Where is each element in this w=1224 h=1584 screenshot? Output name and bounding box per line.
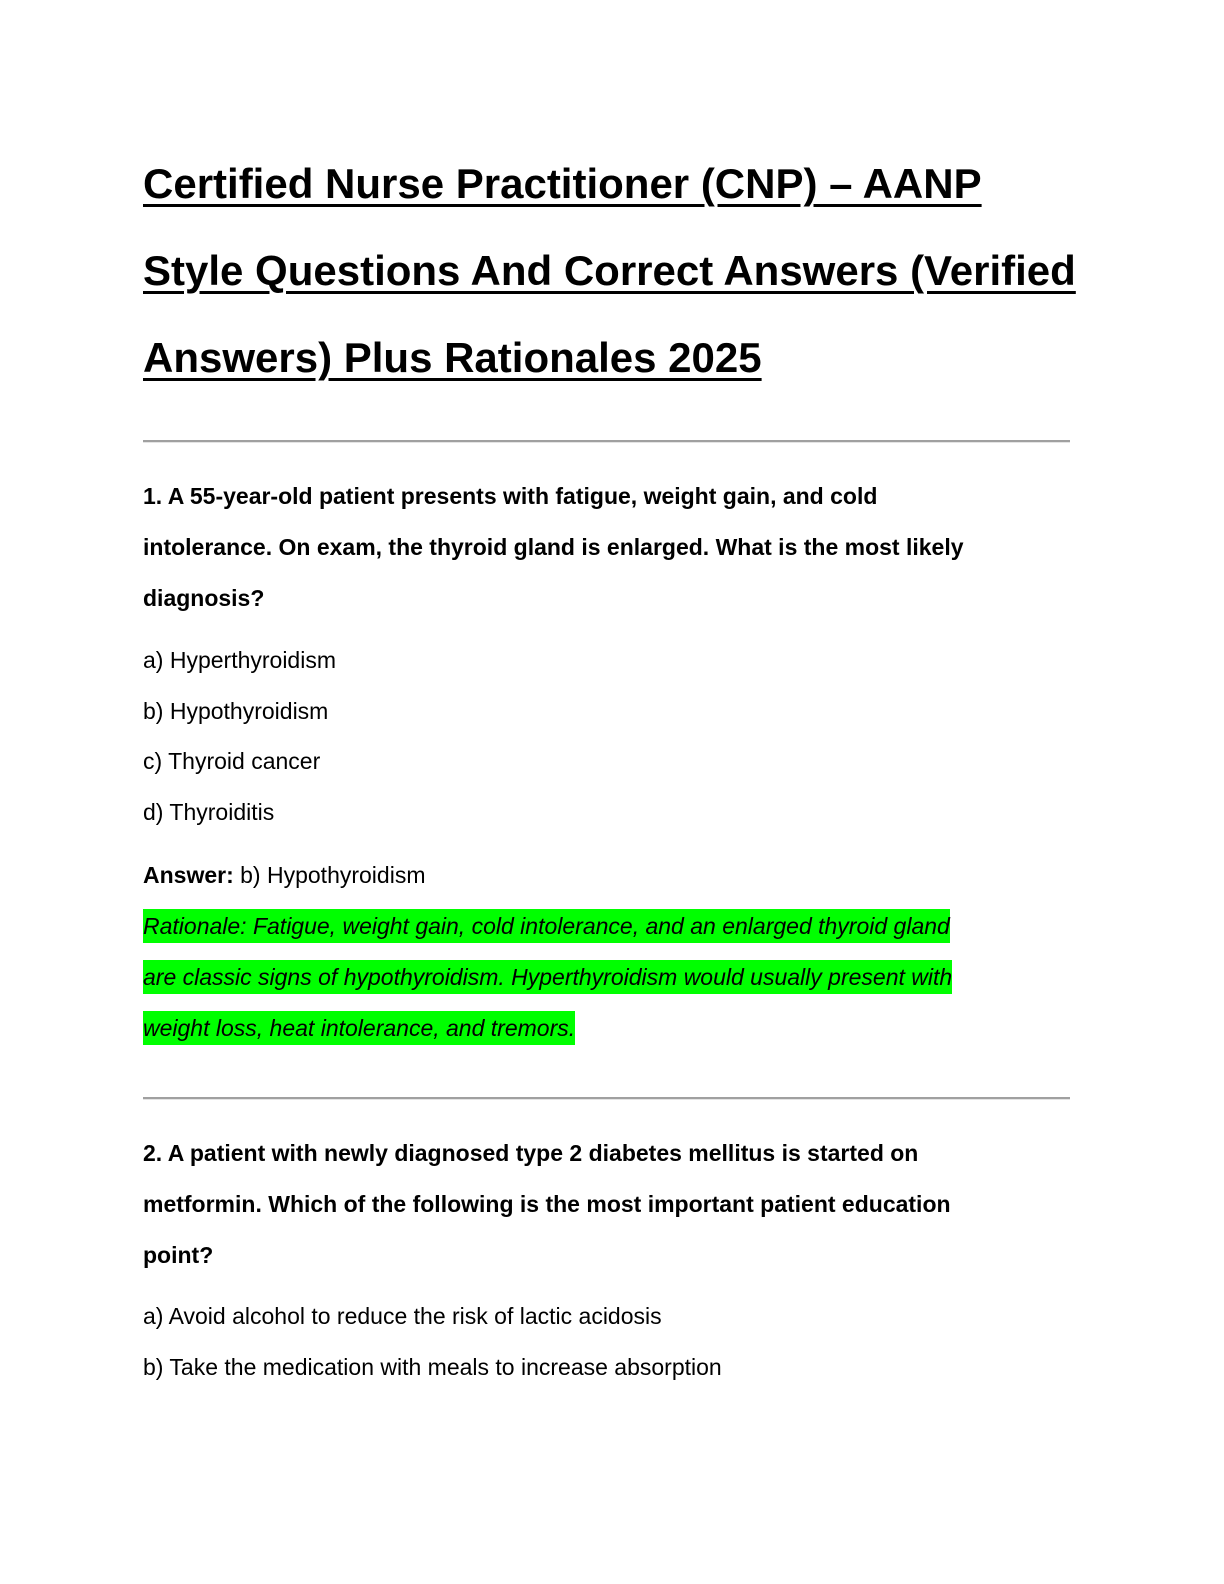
section-divider [143,440,1070,443]
title-line: Certified Nurse Practitioner (CNP) – AANP [143,160,982,207]
document-title [143,140,1103,401]
question-1-option-d: d) Thyroiditis [143,799,275,825]
question-1-rationale [143,901,1073,1054]
rationale-line: Rationale: Fatigue, weight gain, cold intolerance, and an enlarged thyroid gland [143,909,950,943]
question-1-option-c: c) Thyroid cancer [143,748,321,774]
answer-label: Answer: [143,862,234,888]
title-line: Answers) Plus Rationales 2025 [143,334,762,381]
title-line: Style Questions And Correct Answers (Verified [143,247,1076,294]
question-2-stem [143,1128,1070,1281]
answer-value: b) Hypothyroidism [240,862,426,888]
question-stem-line: metformin. Which of the following is the most important patient education [143,1191,951,1217]
question-1-option-b: b) Hypothyroidism [143,698,329,724]
question-stem-line: 2. A patient with newly diagnosed type 2 diabetes mellitus is started on [143,1140,919,1166]
question-1-answer [143,860,425,890]
rationale-line: weight loss, heat intolerance, and tremors. [143,1011,575,1045]
question-stem-line: intolerance. On exam, the thyroid gland is enlarged. What is the most likely [143,534,964,560]
question-2-option-a: a) Avoid alcohol to reduce the risk of lactic acidosis [143,1303,662,1329]
section-divider [143,1097,1070,1100]
rationale-line: are classic signs of hypothyroidism. Hyperthyroidism would usually present with [143,960,952,994]
question-stem-line: 1. A 55-year-old patient presents with fatigue, weight gain, and cold [143,483,878,509]
question-2-option-b: b) Take the medication with meals to increase absorption [143,1354,722,1380]
question-stem-line: point? [143,1242,214,1268]
question-stem-line: diagnosis? [143,585,265,611]
question-1-option-a: a) Hyperthyroidism [143,647,336,673]
question-1-stem [143,471,1070,624]
